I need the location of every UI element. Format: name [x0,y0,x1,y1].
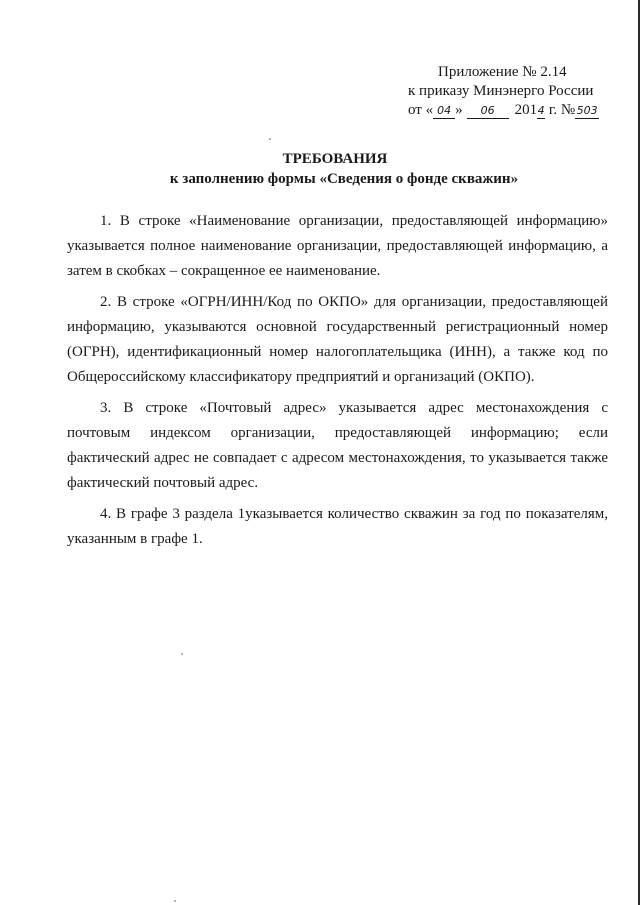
year-prefix: 201 [514,102,538,118]
date-day-close: » [455,102,463,118]
handwritten-day: 04 [433,104,455,119]
scan-speck [269,138,271,140]
date-from-label: от « [408,102,434,118]
paragraph-3: 3. В строке «Почтовый адрес» указывается адрес местонахождения с почтовым индексом организации, предоставляющей информацию; если фактический адрес не совпадает с адресом местонахождения, то указывается также фактический почтовый адрес. [67,400,608,491]
paragraph-2: 2. В строке «ОГРН/ИНН/Код по ОКПО» для организации, предоставляющей информацию, указываются основной государственный регистрационный номер (ОГРН), идентификационный номер налогоплательщика (ИНН), а также код по Общероссийскому классификатору предприятий и организаций (ОКПО). [67,294,608,385]
paragraph-4: 4. В графе 3 раздела 1указывается количество скважин за год по показателям, указанным в графе 1. [67,506,608,547]
title-subheading: к заполнению формы «Сведения о фонде скважин» [169,171,519,187]
scan-speck [181,653,183,655]
document-title [0,149,640,189]
scan-speck [174,900,176,902]
handwritten-year-digit: 4 [537,104,545,117]
title-heading: ТРЕБОВАНИЯ [282,151,388,167]
paragraph-1: 1. В строке «Наименование организации, предоставляющей информацию» указывается полное наименование организации, предоставляющей информацию, а затем в скобках – сокращенное ее наименование. [67,213,608,279]
appendix-header [408,63,599,120]
handwritten-order-number: 503 [576,104,598,117]
appendix-number: Приложение № 2.14 [438,64,567,80]
year-order-label: г. № [545,102,576,118]
document-body [67,209,608,558]
appendix-order-ref: к приказу Минэнерго России [408,83,594,99]
appendix-date-line [408,101,599,120]
handwritten-month: 06 [467,104,509,119]
